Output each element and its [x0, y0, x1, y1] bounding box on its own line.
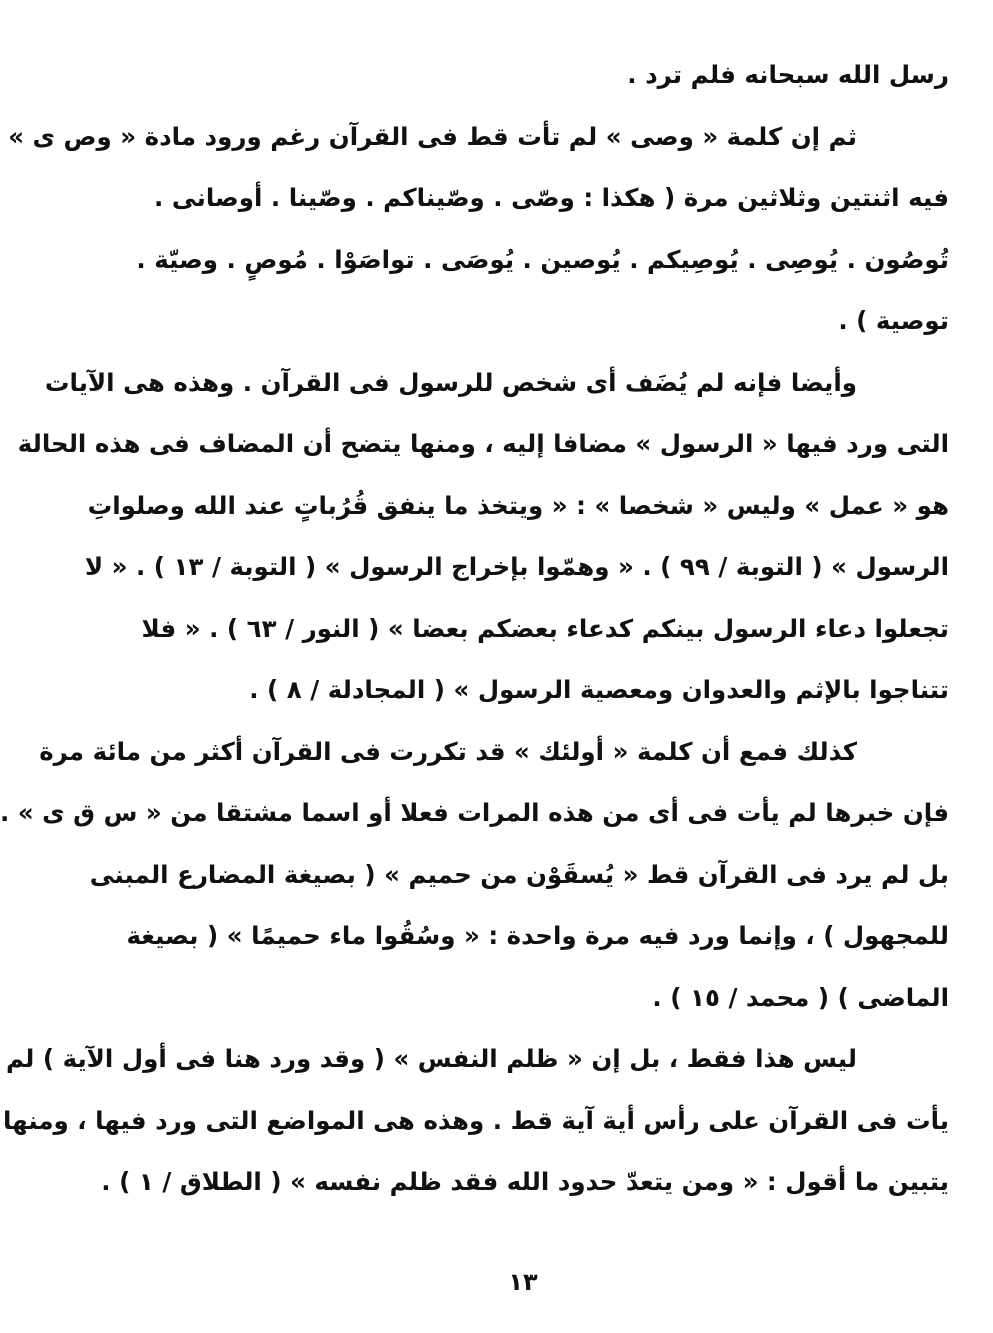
text-line-3: فيه اثنتين وثلاثين مرة ( هكذا : وصّى . وصّيناكم . وصّينا . أوصانى .	[154, 183, 949, 212]
text-line-1: رسل الله سبحانه فلم ترد .	[627, 60, 949, 89]
text-line-8: هو « عمل » وليس « شخصا » : « ويتخذ ما ينفق قُرُباتٍ عند الله وصلواتِ	[87, 490, 949, 520]
body-text	[0, 44, 949, 1213]
text-line-11: تتناجوا بالإثم والعدوان ومعصية الرسول » ( المجادلة / ٨ ) .	[249, 675, 949, 704]
text-line-6: وأيضا فإنه لم يُضَف أى شخص للرسول فى القرآن . وهذه هى الآيات	[44, 367, 857, 397]
page-number: ١٣	[508, 1268, 538, 1296]
text-line-15: للمجهول ) ، وإنما ورد فيه مرة واحدة : « وسُقُوا ماء حميمًا » ( بصيغة	[126, 921, 949, 950]
text-line-18: يأت فى القرآن على رأس أية آية قط . وهذه هى المواضع التى ورد فيها ، ومنها	[2, 1105, 949, 1135]
text-line-17: ليس هذا فقط ، بل إن « ظلم النفس » ( وقد ورد هنا فى أول الآية ) لم	[5, 1044, 857, 1073]
text-line-5: توصية ) .	[838, 306, 949, 335]
text-line-19: يتبين ما أقول : « ومن يتعدّ حدود الله فقد ظلم نفسه » ( الطلاق / ١ ) .	[101, 1167, 949, 1196]
text-line-12: كذلك فمع أن كلمة « أولئك » قد تكررت فى القرآن أكثر من مائة مرة	[39, 736, 857, 766]
text-line-2: ثم إن كلمة « وصى » لم تأت قط فى القرآن رغم ورود مادة « وص ى »	[8, 121, 857, 151]
text-line-16: الماضى ) ( محمد / ١٥ ) .	[652, 982, 949, 1012]
text-line-13: فإن خبرها لم يأت فى أى من هذه المرات فعلا أو اسما مشتقا من « س ق ى » .	[0, 798, 949, 827]
text-line-9: الرسول » ( التوبة / ٩٩ ) . « وهمّوا بإخراج الرسول » ( التوبة / ١٣ ) . « لا	[84, 552, 949, 581]
text-line-4: تُوصُون . يُوصِى . يُوصِيكم . يُوصين . يُوصَى . تواصَوْا . مُوصٍ . وصيّة .	[136, 244, 949, 274]
text-line-14: بل لم يرد فى القرآن قط « يُسقَوْن من حميم » ( بصيغة المضارع المبنى	[89, 859, 949, 889]
text-line-10: تجعلوا دعاء الرسول بينكم كدعاء بعضكم بعضا » ( النور / ٦٣ ) . « فلا	[141, 613, 949, 643]
text-line-7: التى ورد فيها « الرسول » مضافا إليه ، ومنها يتضح أن المضاف فى هذه الحالة	[17, 429, 949, 458]
